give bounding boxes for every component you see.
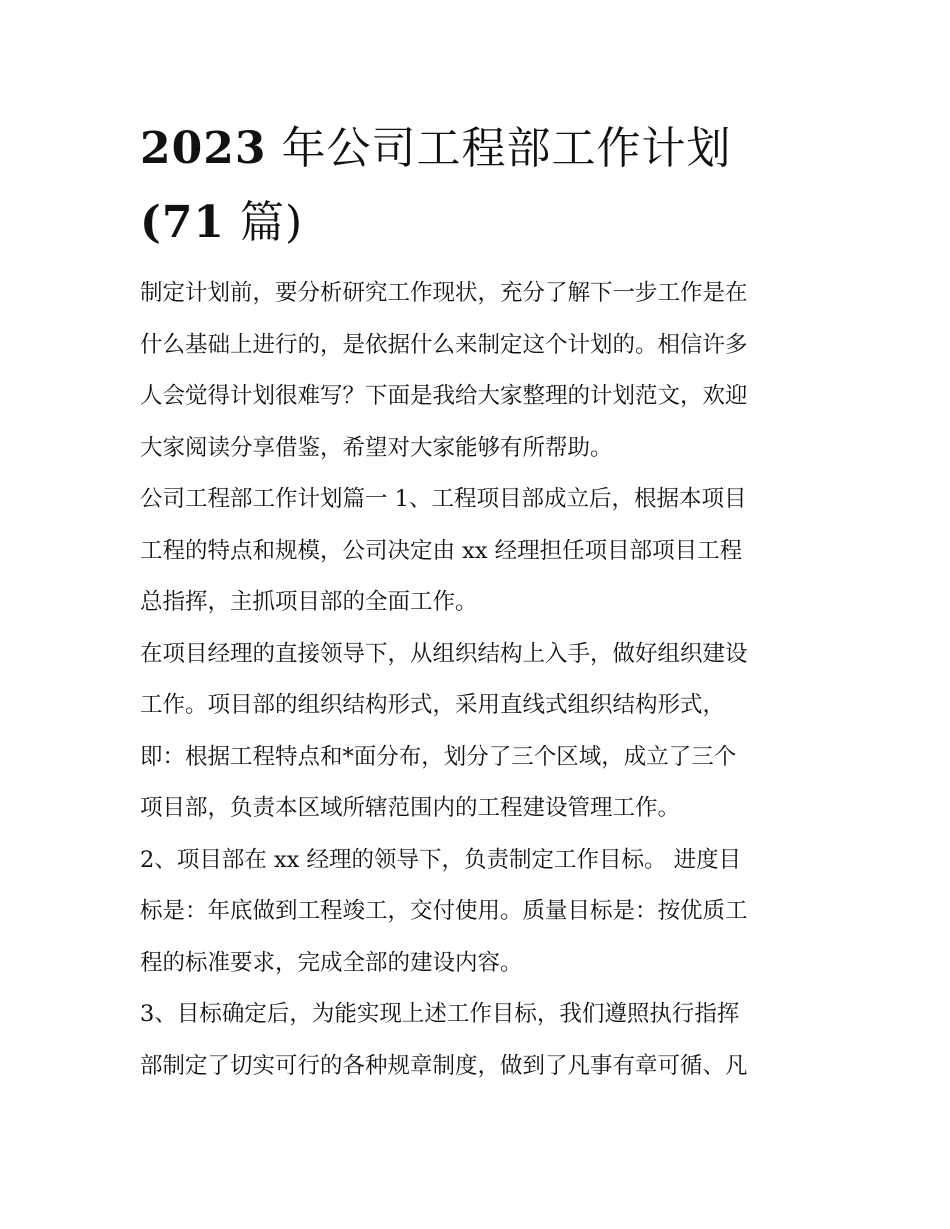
text-line: 人会觉得计划很难写？下面是我给大家整理的计划范文，欢迎 bbox=[140, 383, 748, 409]
text-line: 什么基础上进行的，是依据什么来制定这个计划的。相信许多 bbox=[140, 331, 748, 358]
document-body bbox=[140, 112, 820, 1092]
section-paragraph-1 bbox=[140, 474, 820, 629]
title-line-1 bbox=[140, 112, 820, 186]
text-line: 项目部，负责本区域所辖范围内的工程建设管理工作。 bbox=[140, 795, 681, 821]
text-line: 公司工程部工作计划篇一 1、工程项目部成立后，根据本项目 bbox=[140, 486, 747, 512]
title-line-2 bbox=[140, 186, 820, 260]
text-line: 工程的特点和规模，公司决定由 xx 经理担任项目部项目工程 bbox=[140, 537, 743, 564]
text-line: 程的标准要求，完成全部的建设内容。 bbox=[140, 949, 523, 976]
goals-paragraph bbox=[140, 835, 820, 990]
text-line: 即：根据工程特点和*面分布，划分了三个区域，成立了三个 bbox=[140, 743, 737, 770]
text-line: 工作。项目部的组织结构形式，采用直线式组织结构形式， bbox=[140, 692, 726, 718]
intro-paragraph bbox=[140, 268, 820, 474]
text-line: 在项目经理的直接领导下，从组织结构上入手，做好组织建设 bbox=[140, 640, 748, 667]
text-line: 2、项目部在 xx 经理的领导下，负责制定工作目标。 进度目 bbox=[140, 846, 742, 873]
text-line: 3、目标确定后，为能实现上述工作目标，我们遵照执行指挥 bbox=[140, 1001, 740, 1027]
text-line: 总指挥，主抓项目部的全面工作。 bbox=[140, 589, 478, 615]
title-count: (71 bbox=[140, 197, 226, 248]
text-line: 标是：年底做到工程竣工，交付使用。质量目标是：按优质工 bbox=[140, 898, 748, 924]
title-count-suffix: 篇) bbox=[225, 197, 304, 248]
text-line: 制定计划前，要分析研究工作现状，充分了解下一步工作是在 bbox=[140, 280, 748, 306]
title-year: 2023 bbox=[140, 123, 267, 174]
text-line: 部制定了切实可行的各种规章制度，做到了凡事有章可循、凡 bbox=[140, 1052, 748, 1079]
rules-paragraph bbox=[140, 989, 820, 1092]
document-title bbox=[140, 112, 820, 260]
organization-paragraph bbox=[140, 629, 820, 835]
text-line: 大家阅读分享借鉴，希望对大家能够有所帮助。 bbox=[140, 434, 613, 461]
title-text: 年公司工程部工作计划 bbox=[266, 123, 732, 174]
